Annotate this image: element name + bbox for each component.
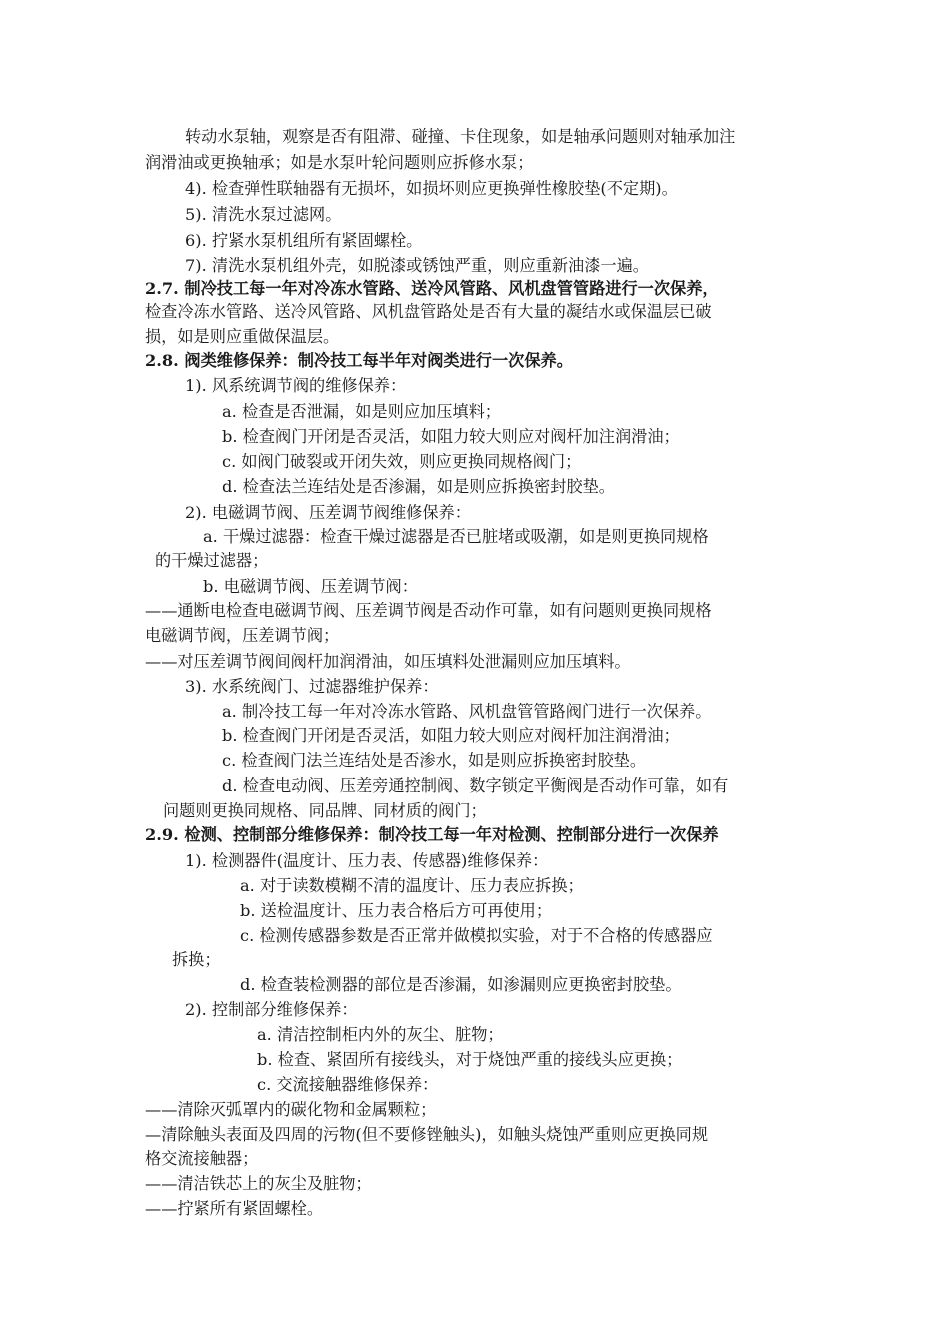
list-item-c: c. 交流接触器维修保养：	[257, 1075, 439, 1094]
list-item-c: c. 检查阀门法兰连结处是否渗水，如是则应拆换密封胶垫。	[222, 751, 647, 770]
subsection-1: 1). 检测器件(温度计、压力表、传感器)维修保养：	[185, 851, 549, 870]
section-2-9: 2.9. 检测、控制部分维修保养：制冷技工每一年对检测、控制部分进行一次保养	[145, 825, 719, 844]
dash-item: ——拧紧所有紧固螺栓。	[145, 1199, 324, 1218]
paragraph-line: 电磁调节阀，压差调节阀；	[145, 626, 340, 645]
list-item-d: d. 检查法兰连结处是否渗漏，如是则应拆换密封胶垫。	[222, 477, 615, 496]
list-item-a: a. 干燥过滤器：检查干燥过滤器是否已脏堵或吸潮，如是则更换同规格	[203, 527, 709, 546]
dash-item: ——通断电检查电磁调节阀、压差调节阀是否动作可靠，如有问题则更换同规格	[145, 601, 712, 620]
paragraph-line: 润滑油或更换轴承；如是水泵叶轮问题则应拆修水泵；	[145, 153, 534, 172]
dash-item: —清除触头表面及四周的污物(但不要修锉触头)，如触头烧蚀严重则应更换同规	[145, 1125, 709, 1144]
list-item-c: c. 检测传感器参数是否正常并做模拟实验，对于不合格的传感器应	[240, 926, 713, 945]
section-2-7: 2.7. 制冷技工每一年对冷冻水管路、送冷风管路、风机盘管管路进行一次保养，	[145, 279, 719, 298]
list-item-5: 5). 清洗水泵过滤网。	[185, 205, 342, 224]
list-item-a: a. 制冷技工每一年对冷冻水管路、风机盘管管路阀门进行一次保养。	[222, 702, 712, 721]
subsection-1: 1). 风系统调节阀的维修保养：	[185, 376, 407, 395]
list-item-b: b. 检查阀门开闭是否灵活，如阻力较大则应对阀杆加注润滑油；	[222, 726, 680, 745]
paragraph-line: 转动水泵轴，观察是否有阻滞、碰撞、卡住现象，如是轴承问题则对轴承加注	[185, 127, 736, 146]
list-item-d: d. 检查电动阀、压差旁通控制阀、数字锁定平衡阀是否动作可靠，如有	[222, 776, 729, 795]
list-item-c: c. 如阀门破裂或开闭失效，则应更换同规格阀门；	[222, 452, 582, 471]
list-item-b: b. 送检温度计、压力表合格后方可再使用；	[240, 901, 553, 920]
list-item-b: b. 检查阀门开闭是否灵活，如阻力较大则应对阀杆加注润滑油；	[222, 427, 680, 446]
paragraph-line: 问题则更换同规格、同品牌、同材质的阀门；	[163, 801, 487, 820]
paragraph-line: 检查冷冻水管路、送冷风管路、风机盘管路处是否有大量的凝结水或保温层已破	[145, 302, 712, 321]
paragraph-line: 拆换；	[172, 950, 221, 969]
dash-item: ——清除灭弧罩内的碳化物和金属颗粒；	[145, 1100, 437, 1119]
list-item-4: 4). 检查弹性联轴器有无损坏，如损坏则应更换弹性橡胶垫(不定期)。	[185, 179, 678, 198]
dash-item: ——清洁铁芯上的灰尘及脏物；	[145, 1174, 372, 1193]
paragraph-line: 损，如是则应重做保温层。	[145, 327, 340, 346]
list-item-a: a. 检查是否泄漏，如是则应加压填料；	[222, 402, 501, 421]
list-item-b: b. 检查、紧固所有接线头，对于烧蚀严重的接线头应更换；	[257, 1050, 683, 1069]
subsection-2: 2). 控制部分维修保养：	[185, 1000, 358, 1019]
paragraph-line: 格交流接触器；	[145, 1149, 259, 1168]
list-item-a: a. 清洁控制柜内外的灰尘、脏物；	[257, 1025, 504, 1044]
list-item-b: b. 电磁调节阀、压差调节阀：	[203, 577, 418, 596]
section-2-8: 2.8. 阀类维修保养：制冷技工每半年对阀类进行一次保养。	[145, 351, 573, 370]
subsection-3: 3). 水系统阀门、过滤器维护保养：	[185, 677, 439, 696]
list-item-d: d. 检查装检测器的部位是否渗漏，如渗漏则应更换密封胶垫。	[240, 975, 682, 994]
list-item-7: 7). 清洗水泵机组外壳，如脱漆或锈蚀严重，则应重新油漆一遍。	[185, 256, 649, 275]
list-item-6: 6). 拧紧水泵机组所有紧固螺栓。	[185, 231, 423, 250]
paragraph-line: 的干燥过滤器；	[155, 551, 269, 570]
dash-item: ——对压差调节阀间阀杆加润滑油，如压填料处泄漏则应加压填料。	[145, 652, 631, 671]
list-item-a: a. 对于读数模糊不清的温度计、压力表应拆换；	[240, 876, 584, 895]
subsection-2: 2). 电磁调节阀、压差调节阀维修保养：	[185, 503, 471, 522]
